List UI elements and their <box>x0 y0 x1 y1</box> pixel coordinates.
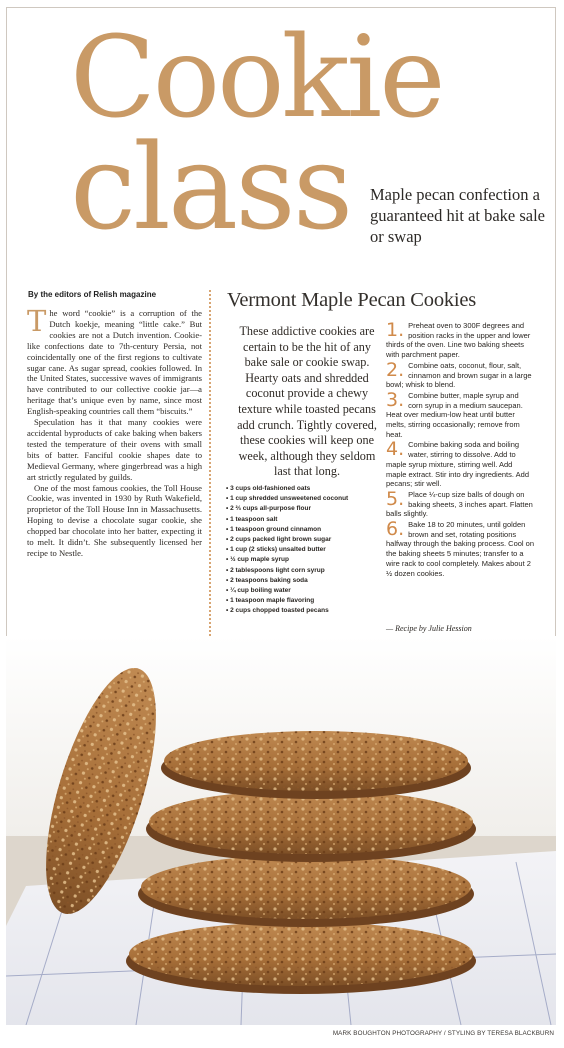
photo-credit: MARK BOUGHTON PHOTOGRAPHY / STYLING BY TERESA BLACKBURN <box>332 1030 554 1037</box>
column-divider <box>209 290 211 640</box>
step-text: Combine baking soda and boiling water, stirring to dissolve. Add to maple syrup mixture, stirring well. Add maple extract. Stir into dry ingredients. Add pecans; stir well. <box>386 440 529 489</box>
ingredient-item: • 2 ⅔ cups all-purpose flour <box>226 504 386 514</box>
step-number: 3. <box>386 388 405 411</box>
ingredient-list <box>226 484 386 617</box>
recipe-step <box>386 520 534 578</box>
drop-cap: T <box>27 304 47 338</box>
ingredient-item: • 2 cups packed light brown sugar <box>226 535 386 545</box>
recipe-steps <box>386 321 534 579</box>
step-number: 2. <box>386 358 405 381</box>
step-text: Combine oats, coconut, flour, salt, cinnamon and brown sugar in a large bowl; whisk to blend. <box>386 360 532 390</box>
ingredient-item: • 1 cup shredded unsweetened coconut <box>226 494 386 504</box>
step-number: 6. <box>386 518 405 541</box>
ingredient-item: • 1 teaspoon ground cinnamon <box>226 525 386 535</box>
ingredient-item: • ½ cup maple syrup <box>226 555 386 565</box>
ingredient-item: • 1 teaspoon salt <box>226 515 386 525</box>
ingredient-item: • 1 teaspoon maple flavoring <box>226 596 386 606</box>
intro-paragraph <box>27 304 202 417</box>
ingredient-item: • 2 cups chopped toasted pecans <box>226 606 386 616</box>
byline: By the editors of Relish magazine <box>28 290 157 299</box>
headline-line-2: class <box>70 118 351 256</box>
cookie-stack-photo <box>6 636 556 1025</box>
headline-line-1: Cookie <box>70 13 443 143</box>
step-number: 4. <box>386 438 405 461</box>
recipe-step <box>386 487 534 519</box>
intro-article <box>27 304 202 559</box>
subheadline: Maple pecan confection a guaranteed hit at bake sale or swap <box>370 185 545 246</box>
ingredient-item: • 3 cups old-fashioned oats <box>226 484 386 494</box>
recipe-step <box>386 388 534 440</box>
intro-paragraph-text: he word “cookie” is a corruption of the Dutch koekje, meaning “little cake.” But cookies are not a Dutch invention. Cookie-like confections date to 7th-century Persia, not coincidentally one of the first regions to cultivate sugar cane. As sugar spread, cookies followed. In the United States, successive waves of immigrants have contributed to our collective cookie jar—a heritage that’s unique even by name, since most English-speaking countries call them “biscuits.” <box>27 308 202 417</box>
recipe-credit: — Recipe by Julie Hession <box>386 624 472 633</box>
step-text: Bake 18 to 20 minutes, until golden brown and set, rotating positions halfway through the baking process. Cool on the baking sheets 5 minutes; transfer to a wire rack to cool completely. Makes about 2 ½ dozen cookies. <box>386 520 535 578</box>
step-text: Combine butter, maple syrup and corn syrup in a medium saucepan. Heat over medium-low heat until butter melts, stirring occasionally; remove from heat. <box>386 390 523 439</box>
step-text: Preheat oven to 300F degrees and position racks in the upper and lower thirds of the oven. Line two baking sheets with parchment paper. <box>386 321 531 360</box>
step-number: 5. <box>386 487 405 510</box>
intro-paragraph: Speculation has it that many cookies were accidental byproducts of cake baking when bakers tested the temperature of their ovens with small bits of batter. Fanciful cookie shapes date to Medieval Germany, where gingerbread was a high art strictly regulated by guilds. <box>27 417 202 482</box>
recipe-title: Vermont Maple Pecan Cookies <box>227 289 477 311</box>
ingredient-item: • ¼ cup boiling water <box>226 586 386 596</box>
ingredient-item: • 1 cup (2 sticks) unsalted butter <box>226 545 386 555</box>
ingredient-item: • 2 teaspoons baking soda <box>226 576 386 586</box>
step-number: 1. <box>386 319 405 341</box>
recipe-step <box>386 321 534 360</box>
recipe-step <box>386 358 534 390</box>
recipe-intro: These addictive cookies are certain to be the hit of any bake sale or cookie swap. Hearty oats and shredded coconut provide a chewy texture while toasted pecans add crunch. Tightly covered, these cookies will keep one week, although they seldom last that long. <box>237 324 377 479</box>
intro-paragraph: One of the most famous cookies, the Toll House Cookie, was invented in 1930 by Ruth Wakefield, proprietor of the Toll House Inn in Massachusetts. Hoping to devise a chocolate sugar cookie, she chopped bar chocolate into her batter, expecting it to melt. It didn’t. She subsequently licensed her recipe to Nestle. <box>27 482 202 558</box>
recipe-step <box>386 440 534 489</box>
step-text: Place ¼-cup size balls of dough on baking sheets, 3 inches apart. Flatten balls slightly. <box>386 489 533 519</box>
ingredient-item: • 2 tablespoons light corn syrup <box>226 566 386 576</box>
